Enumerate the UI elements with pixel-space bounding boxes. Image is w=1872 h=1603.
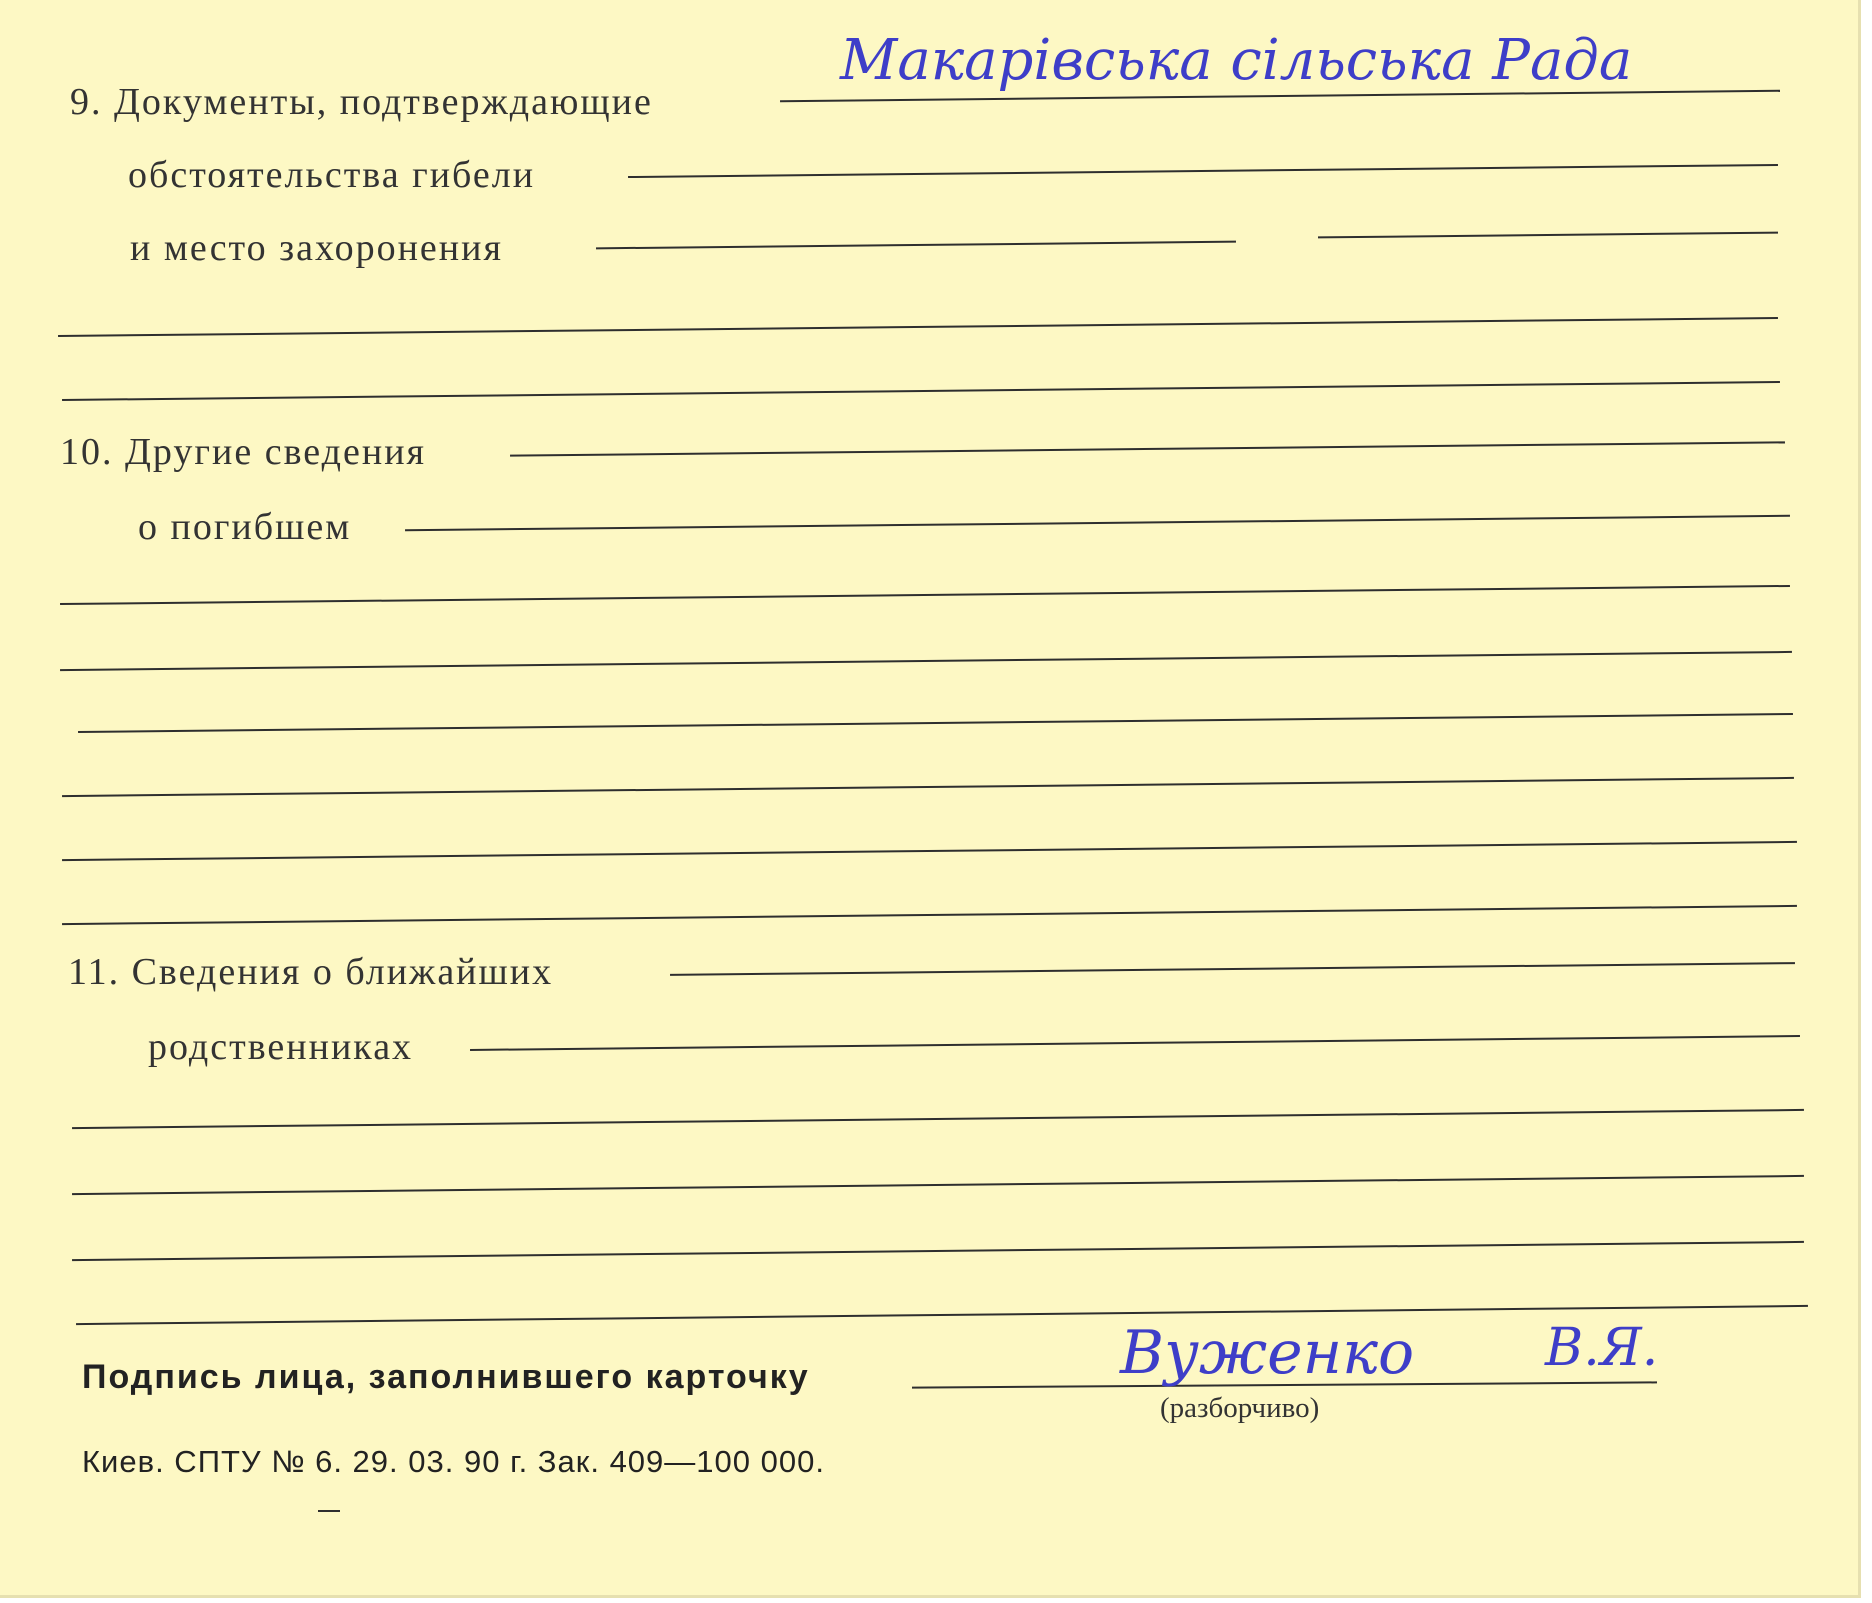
signature-handwritten-name: Вуженко	[1120, 1318, 1415, 1388]
section-11-line-3	[72, 1109, 1804, 1129]
section-9-line-3a	[596, 241, 1236, 250]
section-10-line-7	[62, 841, 1797, 861]
section-10-line-2	[405, 515, 1790, 532]
imprint-dash-mark	[318, 1510, 340, 1512]
section-9-label-line1: 9. Документы, подтверждающие	[70, 81, 653, 123]
section-10-line-1	[510, 441, 1785, 456]
section-9-line-4	[58, 317, 1778, 337]
section-9-label-line2: обстоятельства гибели	[128, 154, 536, 196]
section-9-line-5	[62, 381, 1780, 401]
section-11-label-line2: родственниках	[148, 1026, 414, 1068]
section-10-line-6	[62, 777, 1794, 797]
section-9-line-3b	[1318, 232, 1778, 239]
section-9-label-line3: и место захоронения	[130, 227, 503, 269]
section-10-line-8	[62, 905, 1797, 925]
section-10-line-3	[60, 585, 1790, 605]
print-imprint: Киев. СПТУ № 6. 29. 03. 90 г. Зак. 409—100 000.	[82, 1444, 825, 1479]
section-11-line-2	[470, 1035, 1800, 1051]
section-10-label-line1: 10. Другие сведения	[60, 431, 427, 473]
section-10-line-4	[60, 651, 1792, 671]
signature-label: Подпись лица, заполнившего карточку	[82, 1358, 810, 1396]
section-11-line-1	[670, 962, 1795, 976]
section-10-label-line2: о погибшем	[138, 506, 352, 548]
section-11-line-5	[72, 1241, 1804, 1261]
section-11-line-4	[72, 1175, 1804, 1195]
section-10-line-5	[78, 713, 1793, 733]
signature-handwritten-initials: В.Я.	[1545, 1318, 1659, 1378]
section-11-label-line1: 11. Сведения о ближайших	[68, 951, 554, 993]
signature-hint: (разборчиво)	[1160, 1392, 1320, 1424]
section-9-line-2	[628, 164, 1778, 178]
section-9-handwritten-value: Макарівська сільська Рада	[840, 28, 1633, 93]
